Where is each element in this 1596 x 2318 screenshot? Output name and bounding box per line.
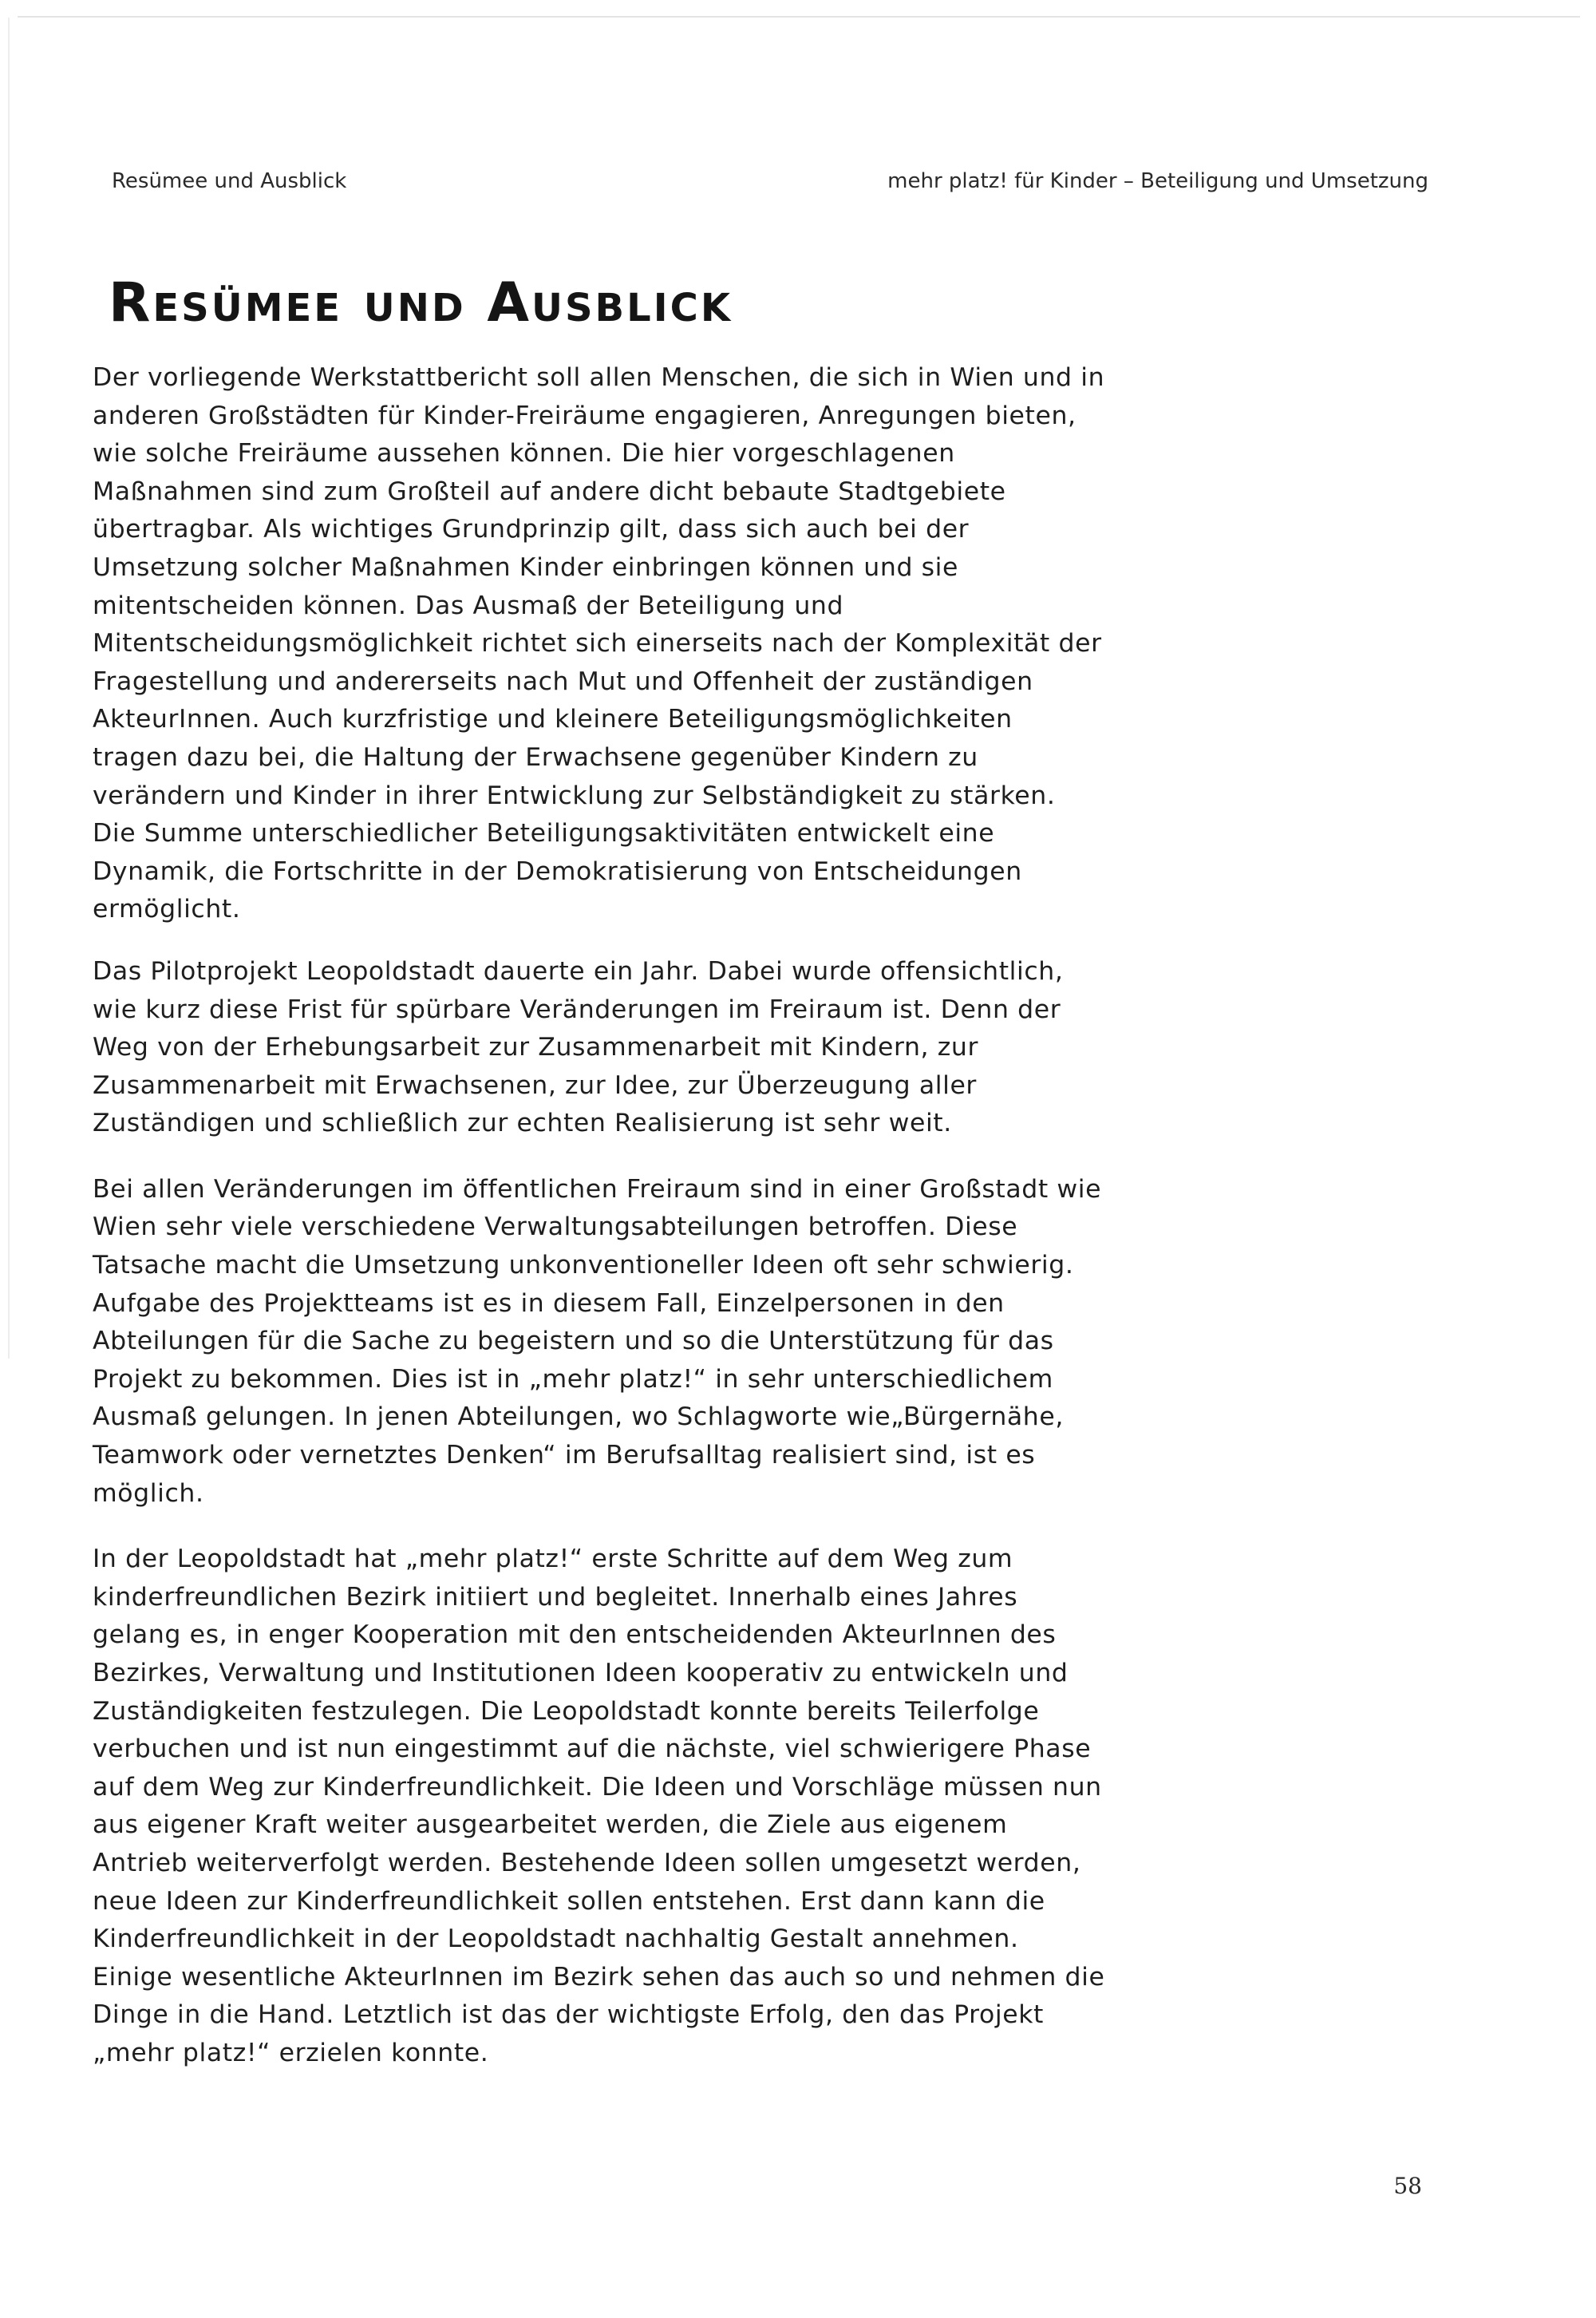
paragraph-2: Das Pilotprojekt Leopoldstadt dauerte ein Jahr. Dabei wurde offensichtlich, wie kurz diese Frist für spürbare Veränderungen im Freiraum ist. Denn der Weg von der Erhebungsarbeit zur Zusammenarbeit mit Kindern, zur Zusammenarbeit mit Erwachsenen, zur Idee, zur Überzeugung aller Zuständigen und schließlich zur echten Realisierung ist sehr weit. — [93, 956, 1064, 1138]
body-text — [93, 359, 1106, 2097]
paragraph-4: In der Leopoldstadt hat „mehr platz!“ erste Schritte auf dem Weg zum kinderfreundlichen Bezirk initiiert und begleitet. Innerhalb eines Jahres gelang es, in enger Kooperation mit den entscheidenden AkteurInnen des Bezirkes, Verwaltung und Institutionen Ideen kooperativ zu entwickeln und Zuständigkeiten festzulegen. Die Leopoldstadt konnte bereits Teilerfolge verbuchen und ist nun eingestimmt auf die nächste, viel schwierigere Phase auf dem Weg zur Kinderfreundlichkeit. Die Ideen und Vorschläge müssen nun aus eigener Kraft weiter ausgearbeitet werden, die Ziele aus eigenem Antrieb weiterverfolgt werden. Bestehende Ideen sollen umgesetzt werden, neue Ideen zur Kinderfreundlichkeit sollen entstehen. Erst dann kann die Kinderfreundlichkeit in der Leopoldstadt nachhaltig Gestalt annehmen. Einige wesentliche AkteurInnen im Bezirk sehen das auch so und nehmen die Dinge in die Hand. Letztlich ist das der wichtigste Erfolg, den das Projekt „mehr platz!“ erzielen konnte. — [93, 1545, 1105, 2067]
scan-left-edge — [8, 18, 10, 1359]
running-header-right: mehr platz! für Kinder – Beteiligung und Umsetzung — [887, 169, 1428, 193]
scan-top-edge — [18, 16, 1580, 18]
paragraph-1: Der vorliegende Werkstattbericht soll allen Menschen, die sich in Wien und in anderen Großstädten für Kinder-Freiräume engagieren, Anregungen bieten, wie solche Freiräume aussehen können. Die hier vorgeschlagenen Maßnahmen sind zum Großteil auf andere dicht bebaute Stadtgebiete übertragbar. Als wichtiges Grundprinzip gilt, dass sich auch bei der Umsetzung solcher Maßnahmen Kinder einbringen können und sie mitentscheiden können. Das Ausmaß der Beteiligung und Mitentscheidungsmöglichkeit richtet sich einerseits nach der Komplexität der Fragestellung und andererseits nach Mut und Offenheit der zuständigen AkteurInnen. Auch kurzfristige und kleinere Beteiligungsmöglichkeiten tragen dazu bei, die Haltung der Erwachsene gegenüber Kindern zu verändern und Kinder in ihrer Entwicklung zur Selbständigkeit zu stärken. Die Summe unterschiedlicher Beteiligungsaktivitäten entwickelt eine Dynamik, die Fortschritte in der Demokratisierung von Entscheidungen ermöglicht. — [93, 363, 1105, 924]
paragraph-3: Bei allen Veränderungen im öffentlichen Freiraum sind in einer Großstadt wie Wien sehr viele verschiedene Verwaltungsabteilungen betroffen. Diese Tatsache macht die Umsetzung unkonventioneller Ideen oft sehr schwierig. Aufgabe des Projektteams ist es in diesem Fall, Einzelpersonen in den Abteilungen für die Sache zu begeistern und so die Unterstützung für das Projekt zu bekommen. Dies ist in „mehr platz!“ in sehr unterschiedlichem Ausmaß gelungen. In jenen Abteilungen, wo Schlagworte wie„Bürgernähe, Teamwork oder vernetztes Denken“ im Berufsalltag realisiert sind, ist es möglich. — [93, 1174, 1102, 1508]
page-title: Resümee und Ausblick — [109, 271, 733, 334]
page-number: 58 — [1393, 2173, 1422, 2199]
running-header-left: Resümee und Ausblick — [112, 169, 347, 193]
